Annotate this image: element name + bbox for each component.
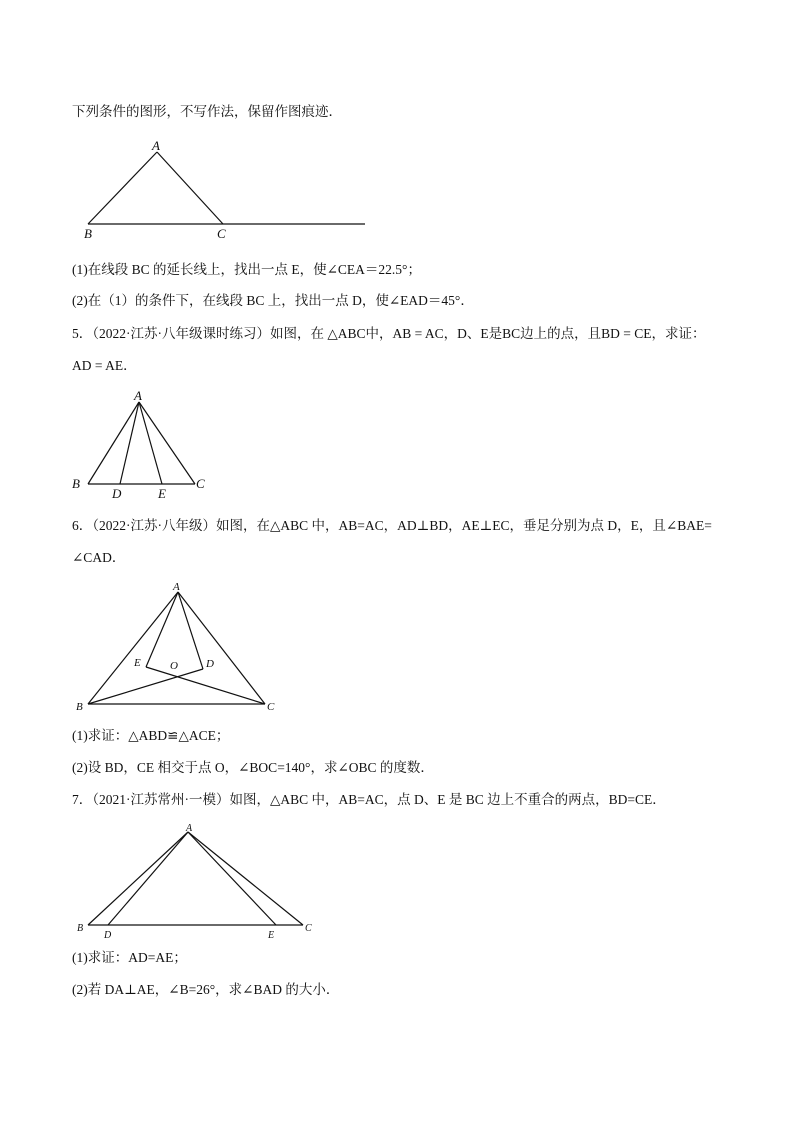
segment-bd	[88, 669, 203, 704]
fig2-label-d: D	[112, 486, 122, 501]
segment-ae	[146, 592, 178, 667]
fig2-label-a: A	[134, 388, 142, 403]
q6-stem-line1: 6．（2022·江苏·八年级）如图，在△ABC 中，AB=AC，AD⊥BD，AE⊥EC，垂足分别为点 D，E，且∠BAE=	[72, 518, 712, 533]
fig2-label-e: E	[158, 486, 166, 501]
fig4-label-a: A	[186, 823, 193, 834]
segment-ad	[108, 832, 188, 925]
figure-1	[88, 152, 365, 224]
intro-text: 下列条件的图形，不写作法，保留作图痕迹．	[72, 104, 342, 119]
fig3-label-e: E	[134, 657, 141, 669]
figure-2	[88, 402, 195, 484]
fig1-label-b: B	[84, 226, 92, 241]
q4-part1: (1)在线段 BC 的延长线上，找出一点 E，使∠CEA＝22.5°；	[72, 262, 421, 277]
segment-ac	[188, 832, 303, 925]
q6-part2: (2)设 BD，CE 相交于点 O，∠BOC=140°，求∠OBC 的度数．	[72, 760, 434, 775]
q5-stem-line2: AD = AE．	[72, 358, 137, 373]
fig3-label-c: C	[267, 701, 275, 713]
segment-ce	[146, 667, 265, 704]
fig4-label-c: C	[305, 923, 312, 934]
segment-ab	[88, 592, 178, 704]
q7-stem: 7．（2021·江苏常州·一模）如图，△ABC 中，AB=AC，点 D、E 是 BC 边上不重合的两点，BD=CE．	[72, 792, 666, 807]
fig4-label-d: D	[104, 930, 112, 941]
segment-ad	[120, 402, 139, 484]
q7-part2: (2)若 DA⊥AE，∠B=26°，求∠BAD 的大小．	[72, 982, 340, 997]
figure-4	[88, 832, 303, 925]
fig3-label-a: A	[173, 581, 180, 593]
segment-ae	[139, 402, 162, 484]
q4-part2: (2)在（1）的条件下，在线段 BC 上，找出一点 D，使∠EAD＝45°．	[72, 293, 474, 308]
segment-ac	[157, 152, 223, 224]
figure-3	[88, 592, 265, 704]
fig3-label-o: O	[170, 660, 178, 672]
segment-ad	[178, 592, 203, 669]
fig2-label-b: B	[72, 476, 80, 491]
fig1-label-a: A	[152, 138, 160, 153]
fig4-label-b: B	[77, 923, 84, 934]
fig4-label-e: E	[268, 930, 275, 941]
q6-stem-line2: ∠CAD．	[72, 550, 126, 565]
segment-ab	[88, 402, 139, 484]
q6-part1: (1)求证：△ABD≌△ACE；	[72, 728, 230, 743]
fig2-label-c: C	[196, 476, 205, 491]
segment-ac	[178, 592, 265, 704]
fig1-label-c: C	[217, 226, 226, 241]
fig3-label-b: B	[76, 701, 83, 713]
q5-stem-line1: 5．（2022·江苏·八年级课时练习）如图，在 △ABC中，AB = AC，D、E是BC边上的点，且BD = CE，求证：	[72, 326, 706, 341]
fig3-label-d: D	[206, 658, 214, 670]
segment-ac	[139, 402, 195, 484]
segment-ae	[188, 832, 276, 925]
segment-ab	[88, 832, 188, 925]
q7-part1: (1)求证：AD=AE；	[72, 950, 187, 965]
segment-ab	[88, 152, 157, 224]
